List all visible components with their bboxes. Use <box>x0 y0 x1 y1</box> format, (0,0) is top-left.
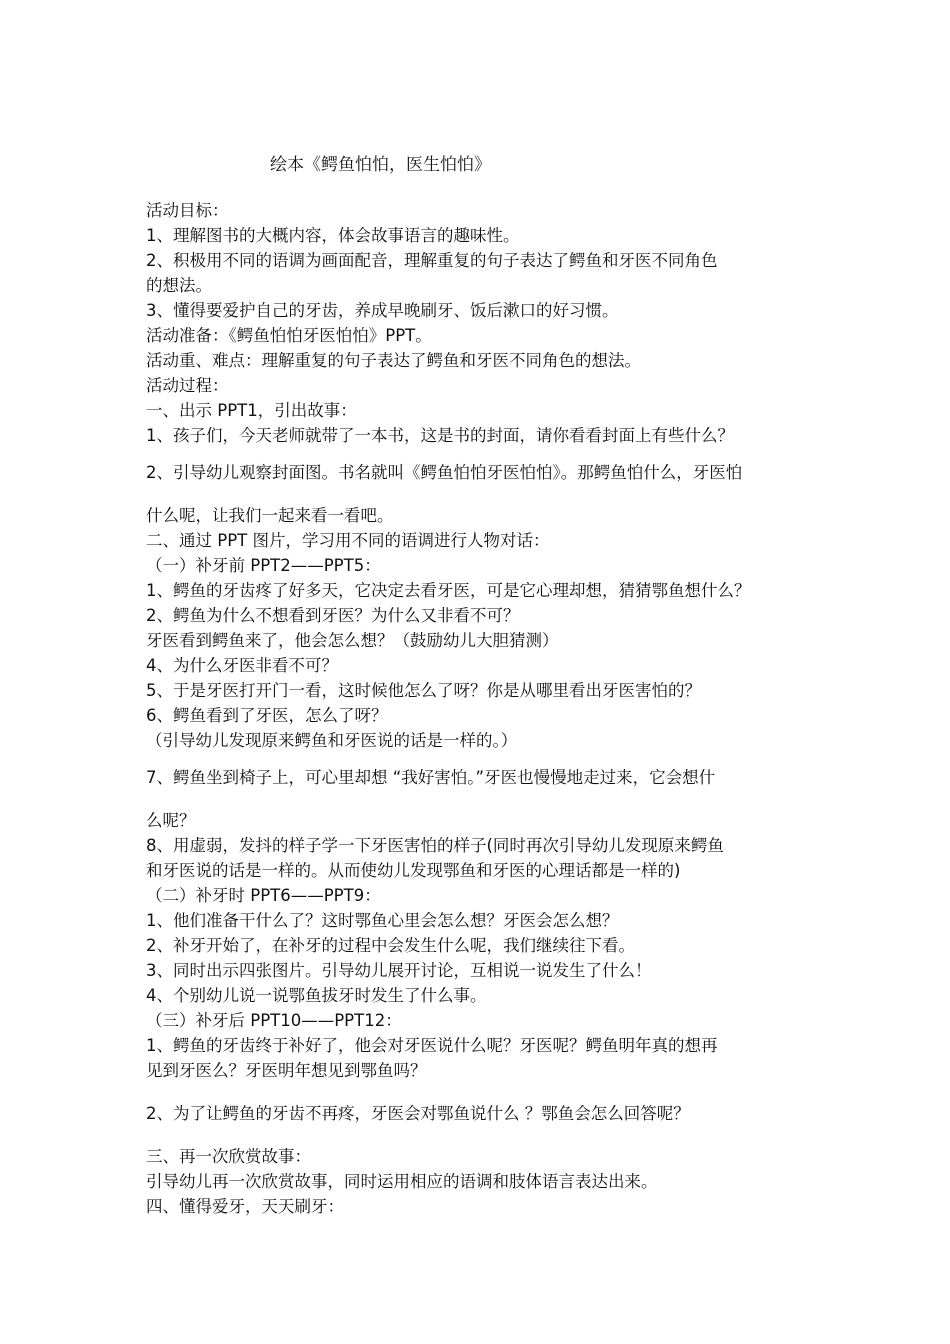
text-line: （一）补牙前 PPT2——PPT5： <box>146 556 381 575</box>
text-line: 3、同时出示四张图片。引导幼儿展开讨论，互相说一说发生了什么！ <box>146 961 652 980</box>
text-line: 二、通过 PPT 图片，学习用不同的语调进行人物对话： <box>146 531 550 550</box>
text-line: 么呢？ <box>146 811 196 830</box>
text-line: 什么呢，让我们一起来看一看吧。 <box>146 506 394 525</box>
text-line: 3、懂得要爱护自己的牙齿，养成早晚刷牙、饭后漱口的好习惯。 <box>146 301 619 320</box>
text-line: 2、补牙开始了，在补牙的过程中会发生什么呢，我们继续往下看。 <box>146 936 635 955</box>
text-line: 一、出示 PPT1，引出故事： <box>146 401 357 420</box>
paragraph-gap <box>146 753 836 765</box>
text-line: 活动目标： <box>146 201 229 220</box>
text-line: 和牙医说的话是一样的。从而使幼儿发现鄂鱼和牙医的心理话都是一样的) <box>146 861 681 880</box>
paragraph-gap <box>146 485 836 503</box>
text-line: 1、鳄鱼的牙齿疼了好多天，它决定去看牙医，可是它心理却想，猜猜鄂鱼想什么？ <box>146 581 751 600</box>
text-line: 1、孩子们，今天老师就带了一本书，这是书的封面，请你看看封面上有些什么？ <box>146 426 734 445</box>
text-line: 7、鳄鱼坐到椅子上，可心里却想 “我好害怕。”牙医也慢慢地走过来，它会想什 <box>146 768 716 787</box>
text-line: （引导幼儿发现原来鳄鱼和牙医说的话是一样的。） <box>146 731 518 750</box>
text-line: 2、引导幼儿观察封面图。书名就叫《鳄鱼怕怕牙医怕怕》。那鳄鱼怕什么，牙医怕 <box>146 463 743 482</box>
text-line: 2、鳄鱼为什么不想看到牙医？为什么又非看不可？ <box>146 606 520 625</box>
paragraph-gap <box>146 448 836 460</box>
document-title: 绘本《鳄鱼怕怕，医生怕怕》 <box>270 155 491 175</box>
text-line: 活动准备：《鳄鱼怕怕牙医怕怕》PPT。 <box>146 326 432 345</box>
text-line: 三、再一次欣赏故事： <box>146 1147 311 1166</box>
text-line: 引导幼儿再一次欣赏故事，同时运用相应的语调和肢体语言表达出来。 <box>146 1172 658 1191</box>
document-body <box>146 198 836 1219</box>
text-line: （三）补牙后 PPT10——PPT12： <box>146 1011 402 1030</box>
text-line: 6、鳄鱼看到了牙医，怎么了呀？ <box>146 706 388 725</box>
text-line: 1、理解图书的大概内容，体会故事语言的趣味性。 <box>146 226 520 245</box>
text-line: 4、为什么牙医非看不可？ <box>146 656 338 675</box>
text-line: 牙医看到鳄鱼来了，他会怎么想？（鼓励幼儿大胆猜测） <box>146 631 559 650</box>
paragraph-gap <box>146 1083 836 1101</box>
text-line: 四、懂得爱牙，天天刷牙： <box>146 1197 344 1216</box>
text-line: 活动重、难点：理解重复的句子表达了鳄鱼和牙医不同角色的想法。 <box>146 351 641 370</box>
text-line: 见到牙医么？牙医明年想见到鄂鱼吗？ <box>146 1061 427 1080</box>
paragraph-gap <box>146 1126 836 1144</box>
text-line: 5、于是牙医打开门一看，这时候他怎么了呀？你是从哪里看出牙医害怕的？ <box>146 681 701 700</box>
text-line: 1、鳄鱼的牙齿终于补好了，他会对牙医说什么呢？牙医呢？鳄鱼明年真的想再 <box>146 1036 718 1055</box>
text-line: 2、积极用不同的语调为画面配音，理解重复的句子表达了鳄鱼和牙医不同角色 <box>146 251 718 270</box>
text-line: 4、个别幼儿说一说鄂鱼拔牙时发生了什么事。 <box>146 986 487 1005</box>
text-line: 1、他们准备干什么了？这时鄂鱼心里会怎么想？牙医会怎么想？ <box>146 911 619 930</box>
text-line: （二）补牙时 PPT6——PPT9： <box>146 886 381 905</box>
text-line: 活动过程： <box>146 376 229 395</box>
text-line: 8、用虚弱，发抖的样子学一下牙医害怕的样子(同时再次引导幼儿发现原来鳄鱼 <box>146 836 724 855</box>
paragraph-gap <box>146 790 836 808</box>
text-line: 2、为了让鳄鱼的牙齿不再疼，牙医会对鄂鱼说什么 ？鄂鱼会怎么回答呢？ <box>146 1104 690 1123</box>
text-line: 的想法。 <box>146 276 212 295</box>
